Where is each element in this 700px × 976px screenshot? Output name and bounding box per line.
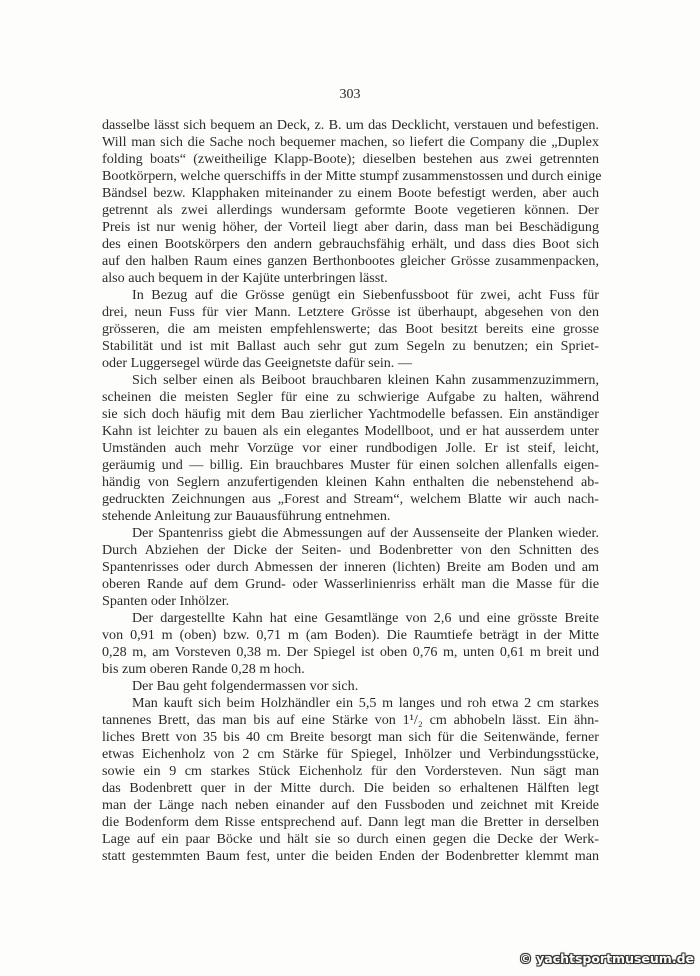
body-text — [102, 117, 602, 865]
text-line: händig von Seglern anzufertigenden kleinen Kahn enthalten die nebenstehend ab- — [102, 474, 599, 490]
text-line: etwas Eichenholz von 2 cm Stärke für Spiegel, Inhölzer und Verbindungsstücke, — [102, 746, 599, 762]
text-line: scheinen die meisten Segler für eine zu schwierige Aufgabe zu halten, während — [102, 389, 599, 405]
text-line: stehende Anleitung zur Bauausführung entnehmen. — [102, 508, 391, 524]
text-line: getrennt als zwei allerdings wundersam geformte Boote vegetieren können. Der — [102, 202, 599, 218]
text-line: 0,28 m, am Vorsteven 0,38 m. Der Spiegel ist oben 0,76 m, unten 0,61 m breit und — [102, 644, 599, 660]
text-line: folding boats“ (zweitheilige Klapp-Boote); dieselben bestehen aus zwei getrennten — [102, 151, 599, 167]
paragraph — [102, 678, 599, 695]
page-number: 303 — [339, 87, 361, 102]
text-line: liches Brett von 35 bis 40 cm Breite besorgt man sich für die Seitenwände, ferner — [102, 729, 599, 745]
text-line: Umständen auch mehr Vorzüge vor einer rundbodigen Jolle. Er ist steif, leicht, — [102, 440, 599, 456]
paragraph — [102, 610, 599, 678]
text-line: oberen Rande auf dem Grund- oder Wasserlinienriss erhält man die Masse für die — [102, 576, 599, 592]
text-line: Bändsel bezw. Klapphaken miteinander zu einem Boote befestigt werden, aber auch — [102, 185, 599, 201]
paragraph — [102, 287, 599, 372]
text-line: drei, neun Fuss für vier Mann. Letztere Grösse ist überhaupt, abgesehen von den — [102, 304, 599, 320]
paragraph — [102, 372, 599, 525]
text-line: man der Länge nach neben einander auf den Fussboden und zeichnet mit Kreide — [102, 797, 599, 813]
paragraph — [102, 695, 599, 865]
text-line: von 0,91 m (oben) bzw. 0,71 m (am Boden). Die Raumtiefe beträgt in der Mitte — [102, 627, 599, 643]
text-line: oder Luggersegel würde das Geeignetste dafür sein. — — [102, 355, 412, 371]
paragraph — [102, 117, 602, 287]
text-line: die Bodenform dem Risse entsprechend auf. Dann legt man die Bretter in derselben — [102, 814, 599, 830]
text-line: Stabilität und ist mit Ballast auch sehr gut zum Segeln zu benutzen; ein Spriet- — [102, 338, 599, 354]
text-line: geräumig und — billig. Ein brauchbares Muster für einen solchen allenfalls eigen- — [102, 457, 599, 473]
text-line: Lage auf ein paar Böcke und hält sie so durch einen gegen die Decke der Werk- — [102, 831, 599, 847]
text-line: bis zum oberen Rande 0,28 m hoch. — [102, 661, 305, 677]
text-line: Der dargestellte Kahn hat eine Gesamtlänge von 2,6 und eine grösste Breite — [132, 610, 599, 626]
text-line: In Bezug auf die Grösse genügt ein Siebenfussboot für zwei, acht Fuss für — [132, 287, 599, 303]
text-line: gedruckten Zeichnungen aus „Forest and Stream“, welchem Blatte wir auch nach- — [102, 491, 599, 507]
text-line: Man kauft sich beim Holzhändler ein 5,5 m langes und roh etwa 2 cm starkes — [132, 695, 599, 711]
text-line: statt gestemmten Baum fest, unter die beiden Enden der Bodenbretter klemmt man — [102, 848, 599, 864]
text-line: auf den halben Raum eines ganzen Berthonbootes gleicher Grösse zusammenpacken, — [102, 253, 599, 269]
text-line: Der Bau geht folgendermassen vor sich. — [132, 678, 359, 694]
text-line: Spantenrisses oder durch Abmessen der inneren (lichten) Breite am Boden und am — [102, 559, 599, 575]
text-line: grösseren, die am meisten empfehlenswerte; das Boot besitzt bereits eine grosse — [102, 321, 599, 337]
text-line: sie sich doch häufig mit dem Bau zierlicher Yachtmodelle befassen. Ein anständiger — [102, 406, 599, 422]
text-line: Durch Abziehen der Dicke der Seiten- und Bodenbretter von den Schnitten des — [102, 542, 599, 558]
text-line: Kahn ist leichter zu bauen als ein elegantes Modellboot, und er hat ausserdem unter — [102, 423, 599, 439]
text-line: Spanten oder Inhölzer. — [102, 593, 230, 609]
text-line: Bootkörpern, welche querschiffs in der Mitte stumpf zusammenstossen und durch einige — [102, 168, 602, 184]
text-line: tannenes Brett, das man bis auf eine Stärke von 1¹/₂ cm abhobeln lässt. Ein ähn- — [102, 712, 599, 728]
text-line: dasselbe lässt sich bequem an Deck, z. B. um das Decklicht, verstauen und befestigen. — [102, 117, 599, 133]
text-line: des einen Bootskörpers den andern gebrauchsfähig erhält, und dass dies Boot sich — [102, 236, 599, 252]
watermark: © yachtsportmuseum.de — [519, 951, 694, 966]
text-line: das Bodenbrett quer in der Mitte durch. Die beiden so erhaltenen Hälften legt — [102, 780, 599, 796]
text-line: Sich selber einen als Beiboot brauchbaren kleinen Kahn zusammenzuzimmern, — [132, 372, 599, 388]
text-line: Preis ist nur wenig höher, der Vorteil liegt aber darin, dass man bei Beschädigung — [102, 219, 599, 235]
paragraph — [102, 525, 599, 610]
text-line: also auch bequem in der Kajüte unterbringen lässt. — [102, 270, 388, 286]
text-line: Will man sich die Sache noch bequemer machen, so liefert die Company die „Duplex — [102, 134, 599, 150]
text-line: sowie ein 9 cm starkes Stück Eichenholz für den Vordersteven. Nun sägt man — [102, 763, 599, 779]
text-line: Der Spantenriss giebt die Abmessungen auf der Aussenseite der Planken wieder. — [132, 525, 599, 541]
